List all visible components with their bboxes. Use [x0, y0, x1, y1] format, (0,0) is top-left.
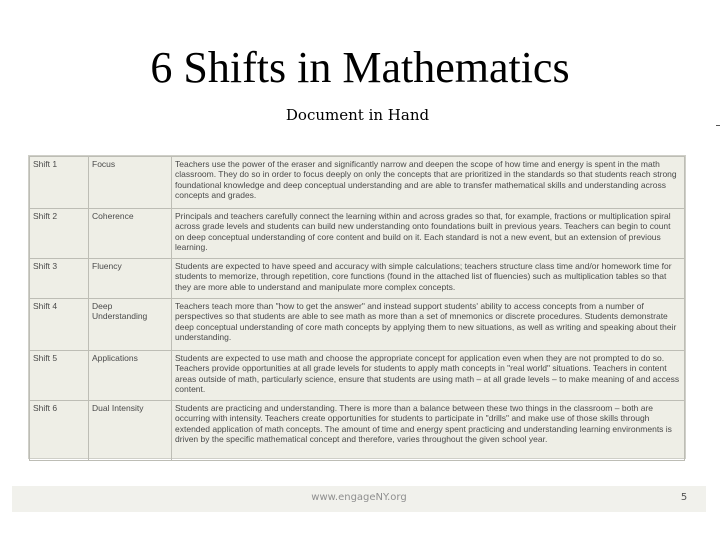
concept-cell: Dual Intensity — [89, 401, 172, 461]
table-row — [30, 157, 685, 209]
concept-cell: Applications — [89, 351, 172, 401]
table-row — [30, 299, 685, 351]
page-number: 5 — [680, 492, 688, 503]
shift-cell: Shift 2 — [30, 209, 89, 259]
table-row — [30, 401, 685, 461]
shift-cell: Shift 3 — [30, 259, 89, 299]
description-cell: Students are practicing and understanding. There is more than a balance between these two things in the classroom – both are occurring with intensity. Teachers create opportunities for students to participate in "drills" and make use of those skills through extended application of math concepts. The amount of time and energy spent practicing and understanding learning environments is driven by the specific mathematical concept and therefore, varies throughout the given school year. — [172, 401, 685, 461]
description-cell: Students are expected to have speed and accuracy with simple calculations; teachers structure class time and/or homework time for students to memorize, through repetition, core functions (found in the attached list of fluencies) such as multiplication tables so that they are more able to understand and manipulate more complex concepts. — [172, 259, 685, 299]
description-cell: Students are expected to use math and choose the appropriate concept for application even when they are not prompted to do so. Teachers provide opportunities at all grade levels for students to apply math concepts in "real world" situations. Teachers in content areas outside of math, particularly science, ensure that students are using math – at all grade levels – to make meaning of and access content. — [172, 351, 685, 401]
footer-bar — [12, 486, 706, 512]
concept-cell: Coherence — [89, 209, 172, 259]
table-row — [30, 209, 685, 259]
shift-cell: Shift 5 — [30, 351, 89, 401]
description-cell: Teachers teach more than "how to get the answer" and instead support students' ability to access concepts from a number of perspectives so that students are able to see math as more than a set of mnemonics or discrete procedures. Students demonstrate deep conceptual understanding of core math concepts by applying them to new situations, as well as writing and speaking about their understanding. — [172, 299, 685, 351]
table-row — [30, 259, 685, 299]
shift-cell: Shift 6 — [30, 401, 89, 461]
description-cell: Principals and teachers carefully connect the learning within and across grades so that, for example, fractions or multiplication spiral across grade levels and students can build new understanding onto foundations built in previous years. Teachers can begin to count on deep conceptual understanding of core content and build on it. Each standard is not a new event, but an extension of previous learning. — [172, 209, 685, 259]
slide-subtitle: Document in Hand — [285, 106, 430, 124]
slide-title: 6 Shifts in Mathematics — [150, 43, 570, 92]
shifts-table — [29, 156, 685, 461]
edge-mark — [716, 125, 720, 126]
concept-cell: Deep Understanding — [89, 299, 172, 351]
shifts-table-image — [28, 155, 686, 459]
table-row — [30, 351, 685, 401]
concept-cell: Fluency — [89, 259, 172, 299]
concept-cell: Focus — [89, 157, 172, 209]
shift-cell: Shift 1 — [30, 157, 89, 209]
shift-cell: Shift 4 — [30, 299, 89, 351]
description-cell: Teachers use the power of the eraser and significantly narrow and deepen the scope of how time and energy is spent in the math classroom. They do so in order to focus deeply on only the concepts that are prioritized in the standards so that students reach strong foundational knowledge and deep conceptual understanding and are able to transfer mathematical skills and understanding across concepts and grades. — [172, 157, 685, 209]
footer-url: www.engageNY.org — [311, 492, 407, 503]
